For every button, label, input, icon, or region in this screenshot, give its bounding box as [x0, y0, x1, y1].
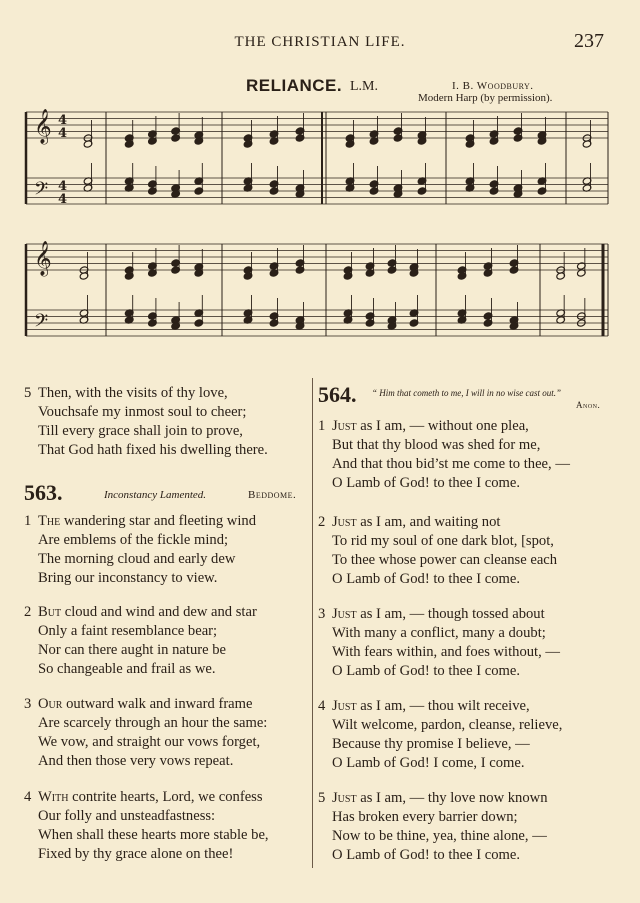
hymn-563-stanza-1: [24, 512, 256, 588]
time-signature-top: 4: [58, 179, 68, 194]
tune-composer: I. B. Woodbury.: [452, 80, 534, 92]
stanza-line: Vouchsafe my inmost soul to cheer;: [38, 404, 247, 420]
stanza-number: 5: [24, 385, 32, 401]
stanza-line: But that thy blood was shed for me,: [332, 437, 541, 453]
hymn-number-564: 564.: [318, 382, 357, 407]
hymn-563-stanza-4: [24, 788, 269, 864]
continued-stanza: [24, 384, 268, 460]
tune-name: RELIANCE.: [246, 76, 343, 95]
stanza-text: Then, with the visits of thy love,: [38, 385, 228, 401]
stanza-text: contrite hearts, Lord, we confess: [68, 789, 263, 805]
stanza-line: O Lamb of God! to thee I come.: [332, 475, 521, 491]
stanza-line: Wilt welcome, pardon, cleanse, relieve,: [332, 717, 563, 733]
tune-meter: L.M.: [350, 79, 378, 94]
hymn-564-subtitle: “ Him that cometh to me, I will in no wise cast out.”: [372, 388, 561, 398]
stanza-number: 4: [318, 698, 326, 714]
column-divider: [312, 378, 313, 868]
stanza-line: With fears within, and foes without, —: [332, 644, 561, 660]
stanza-number: 1: [318, 418, 326, 434]
stanza-line: [318, 789, 548, 808]
hymn-564-stanza-1: [318, 417, 570, 493]
stanza-line: [318, 513, 557, 532]
hymn-563-author: Beddome.: [248, 489, 297, 501]
stanza-line: [318, 605, 560, 624]
stanza-line: Till every grace shall join to prove,: [38, 423, 243, 439]
stanza-text: cloud and wind and dew and star: [61, 604, 257, 620]
stanza-line: Now to be thine, yea, thine alone, —: [332, 828, 547, 844]
stanza-text: as I am, — thy love now known: [356, 790, 548, 806]
page-number: 237: [574, 30, 604, 52]
stanza-first-word: Just: [332, 418, 357, 434]
stanza-line: [24, 512, 256, 531]
stanza-text: as I am, — though tossed about: [356, 606, 545, 622]
stanza-line: [24, 695, 267, 714]
stanza-number: 4: [24, 789, 32, 805]
stanza-line: [24, 788, 269, 807]
stanza-number: 5: [318, 790, 326, 806]
stanza-first-word: The: [38, 513, 61, 529]
tune-source-text: Modern Harp (by permission).: [418, 92, 553, 104]
time-signature-bottom: 4: [58, 126, 68, 141]
hymn-564-stanza-5: [318, 789, 548, 865]
stanza-number: 1: [24, 513, 32, 529]
stanza-first-word: With: [38, 789, 69, 805]
bass-clef-icon: 𝄢: [34, 179, 49, 204]
running-title: THE CHRISTIAN LIFE.: [234, 34, 406, 50]
stanza-line: To rid my soul of one dark blot, [spot,: [332, 533, 554, 549]
time-signature-top: 4: [58, 113, 68, 128]
stanza-number: 3: [318, 606, 326, 622]
stanza-line: So changeable and frail as we.: [38, 661, 216, 677]
stanza-line: The morning cloud and early dew: [38, 551, 236, 567]
stanza-line: We vow, and straight our vows forget,: [38, 734, 261, 750]
bass-clef-icon: 𝄢: [34, 311, 49, 336]
hymn-564-stanza-4: [318, 697, 562, 773]
stanza-text: wandering star and fleeting wind: [60, 513, 256, 529]
stanza-line: O Lamb of God! I come, I come.: [332, 755, 525, 771]
stanza-line: Bring our inconstancy to view.: [38, 570, 218, 586]
stanza-line: To thee whose power can cleanse each: [332, 552, 558, 568]
treble-clef-icon: 𝄞: [34, 109, 52, 144]
stanza-line: Because thy promise I believe, —: [332, 736, 530, 752]
stanza-line: O Lamb of God! to thee I come.: [332, 663, 521, 679]
hymn-564-stanza-2: [318, 513, 557, 589]
hymn-563-stanza-3: [24, 695, 267, 771]
stanza-line: O Lamb of God! to thee I come.: [332, 571, 521, 587]
music-score: [20, 100, 610, 375]
stanza-text: as I am, and waiting not: [356, 514, 501, 530]
time-signature-bottom: 4: [58, 192, 68, 207]
stanza-line: Has broken every barrier down;: [332, 809, 518, 825]
stanza-number: 2: [24, 604, 32, 620]
stanza-first-word: Just: [332, 698, 357, 714]
treble-clef-icon: 𝄞: [34, 241, 52, 276]
stanza-text: as I am, — thou wilt receive,: [356, 698, 530, 714]
stanza-number: 2: [318, 514, 326, 530]
stanza-first-word: Our: [38, 696, 63, 712]
stanza-text: outward walk and inward frame: [62, 696, 253, 712]
hymn-564-author: Anon.: [576, 400, 601, 410]
stanza-line: Are scarcely through an hour the same:: [38, 715, 268, 731]
stanza-line: Our folly and unsteadfastness:: [38, 808, 216, 824]
hymn-563-stanza-2: [24, 603, 257, 679]
stanza-first-word: But: [38, 604, 62, 620]
stanza-text: as I am, — without one plea,: [356, 418, 529, 434]
stanza-line: Only a faint resemblance bear;: [38, 623, 218, 639]
hymn-564-stanza-3: [318, 605, 560, 681]
stanza-line: [318, 417, 570, 436]
stanza-line: [24, 603, 257, 622]
stanza-first-word: Just: [332, 606, 357, 622]
stanza-line: With many a conflict, many a doubt;: [332, 625, 546, 641]
stanza-line: [318, 697, 562, 716]
stanza-line: O Lamb of God! to thee I come.: [332, 847, 521, 863]
stanza-number: 3: [24, 696, 32, 712]
stanza-line: Are emblems of the fickle mind;: [38, 532, 229, 548]
stanza-line: And then those very vows repeat.: [38, 753, 234, 769]
stanza-line: And that thou bid’st me come to thee, —: [332, 456, 570, 472]
hymn-number-563: 563.: [24, 480, 63, 505]
hymn-563-subtitle: Inconstancy Lamented.: [104, 489, 207, 501]
stanza-line: When shall these hearts more stable be,: [38, 827, 269, 843]
stanza-line: That God hath fixed his dwelling there.: [38, 442, 268, 458]
stanza-first-word: Just: [332, 790, 357, 806]
stanza-line: Fixed by thy grace alone on thee!: [38, 846, 234, 862]
stanza-line: Nor can there aught in nature be: [38, 642, 227, 658]
stanza-first-word: Just: [332, 514, 357, 530]
stanza-line: [24, 384, 268, 403]
